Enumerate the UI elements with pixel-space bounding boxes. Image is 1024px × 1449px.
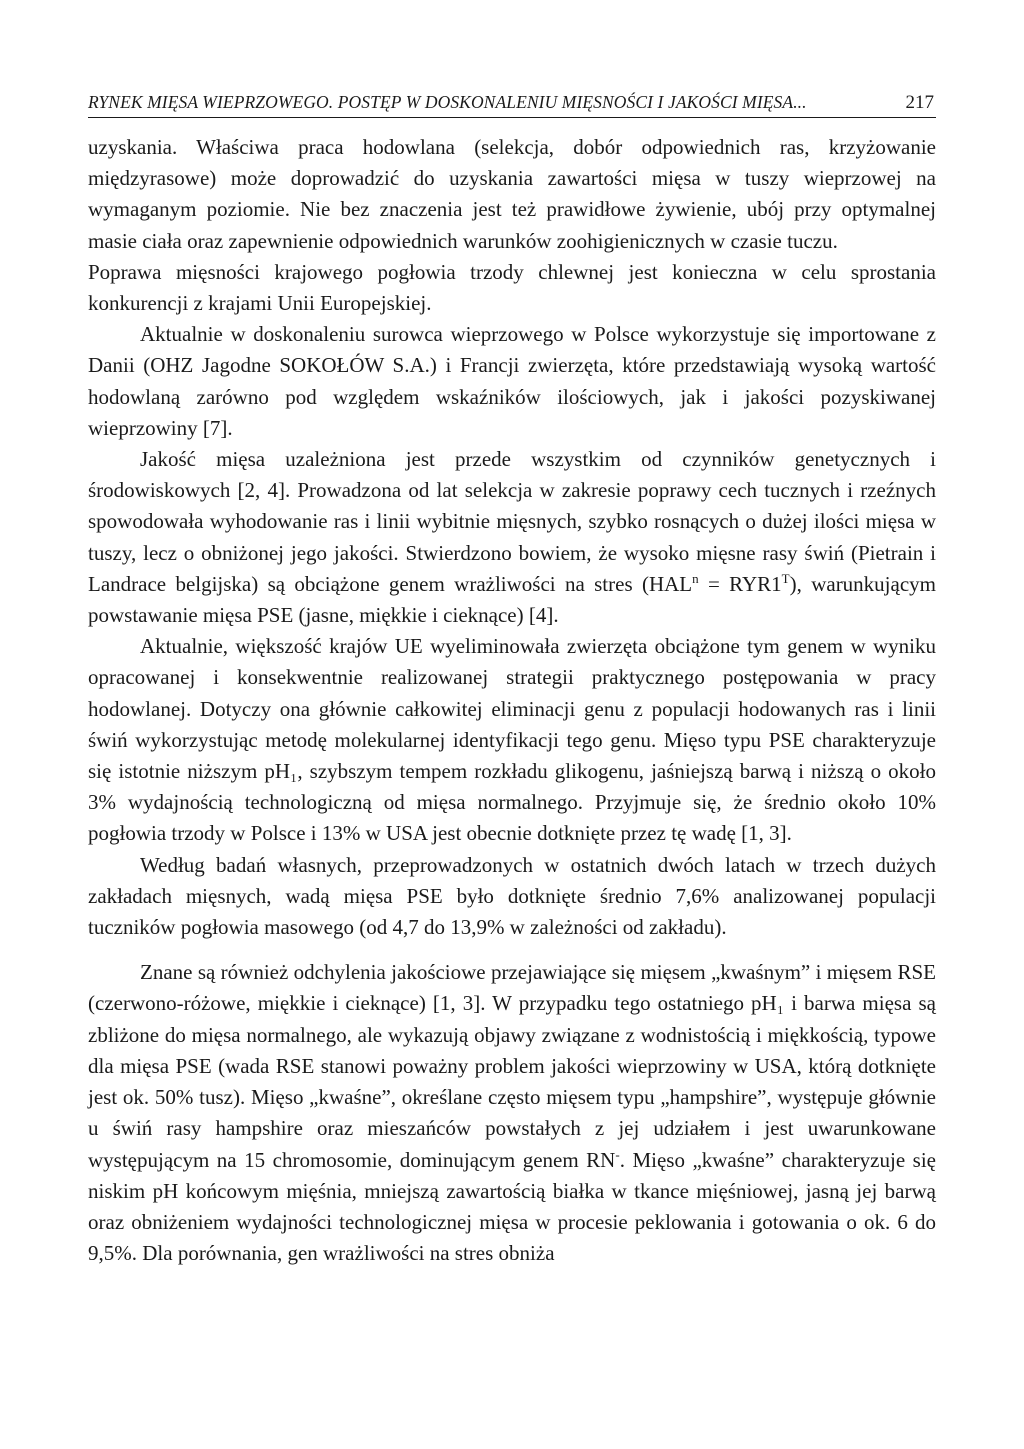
body-text xyxy=(88,132,936,1269)
header-title: RYNEK MIĘSA WIEPRZOWEGO. POSTĘP W DOSKONALENIU MIĘSNOŚCI I JAKOŚCI MIĘSA... xyxy=(88,92,807,112)
page xyxy=(88,92,936,1269)
superscript-n: n xyxy=(692,570,699,586)
superscript-minus: - xyxy=(615,1146,620,1162)
running-header xyxy=(88,92,936,118)
paragraph-7 xyxy=(88,957,936,1269)
superscript-t: T xyxy=(781,570,790,586)
paragraph-3: Aktualnie w doskonaleniu surowca wieprzowego w Polsce wykorzystuje się importowane z Danii (OHZ Jagodne SOKOŁÓW S.A.) i Francji zwierzęta, które przedstawiają wysoką wartość hodowlaną zarówno pod względem wskaźników ilościowych, jak i jakości pozyskiwanej wieprzowiny [7]. xyxy=(88,322,936,440)
paragraph-4-part-2: = RYR1 xyxy=(698,571,782,596)
paragraph-7-part-2: . Mięso „kwaśne” charakteryzuje się niskim pH końcowym mięśnia, mniejszą zawartością białka w tkance mięśniowej, jasną jej barwą oraz obniżeniem wydajności technologicznej mięsa w procesie peklowania i gotowania o ok. 6 do 9,5%. Dla porównania, gen wrażliwości na stres obniża xyxy=(88,1147,936,1266)
paragraph-1: uzyskania. Właściwa praca hodowlana (selekcja, dobór odpowiednich ras, krzyżowanie międzyrasowe) może doprowadzić do uzyskania zawartości mięsa w tuszy wieprzowej na wymaganym poziomie. Nie bez znaczenia jest też prawidłowe żywienie, ubój przy optymalnej masie ciała oraz zapewnienie odpowiednich warunków zoohigienicznych w czasie tuczu. xyxy=(88,135,936,253)
page-number: 217 xyxy=(905,92,934,113)
paragraph-4-part-3: ), warunkującym powstawanie mięsa PSE (jasne, miękkie i cieknące) [4]. xyxy=(88,571,936,628)
paragraph-5: Aktualnie, większość krajów UE wyeliminowała zwierzęta obciążone tym genem w wyniku opracowanej i konsekwentnie realizowanej strategii praktycznego postępowania w pracy hodowlanej. Dotyczy ona głównie całkowitej eliminacji genu z populacji hodowanych ras i linii świń wykorzystując metodę molekularnej identyfikacji tego genu. Mięso typu PSE charakteryzuje się istotnie niższym pH₁, szybszym tempem rozkładu glikogenu, jaśniejszą barwą i niższą o około 3% wydajnością technologiczną od mięsa normalnego. Przyjmuje się, że średnio około 10% pogłowia trzody w Polsce i 13% w USA jest obecnie dotknięte przez tę wadę [1, 3]. xyxy=(88,634,936,846)
paragraph-7-part-1: Znane są również odchylenia jakościowe przejawiające się mięsem „kwaśnym” i mięsem RSE (czerwono-różowe, miękkie i cieknące) [1, 3]. W przypadku tego ostatniego pH₁ i barwa mięsa są zbliżone do mięsa normalnego, ale wykazują objawy związane z wodnistością i miękkością, typowe dla mięsa PSE (wada RSE stanowi poważny problem jakości wieprzowiny w USA, którą dotknięte jest ok. 50% tusz). Mięso „kwaśne”, określane często mięsem typu „hampshire”, występuje głównie u świń rasy hampshire oraz mieszańców powstałych z jej udziałem i jest uwarunkowane występującym na 15 chromosomie, dominującym genem RN xyxy=(88,960,936,1172)
paragraph-2: Poprawa mięsności krajowego pogłowia trzody chlewnej jest konieczna w celu sprostania konkurencji z krajami Unii Europejskiej. xyxy=(88,259,936,316)
paragraph-6: Według badań własnych, przeprowadzonych w ostatnich dwóch latach w trzech dużych zakładach mięsnych, wadą mięsa PSE było dotknięte średnio 7,6% analizowanej populacji tuczników pogłowia masowego (od 4,7 do 13,9% w zależności od zakładu). xyxy=(88,852,936,940)
paragraph-4 xyxy=(88,444,936,631)
paragraph-4-part-1: Jakość mięsa uzależniona jest przede wszystkim od czynników genetycznych i środowiskowych [2, 4]. Prowadzona od lat selekcja w zakresie poprawy cech tucznych i rzeźnych spowodowała wyhodowanie ras i linii wybitnie mięsnych, szybko rosnących o dużej ilości mięsa w tuszy, lecz o obniżonej jego jakości. Stwierdzono bowiem, że wysoko mięsne rasy świń (Pietrain i Landrace belgijska) są obciążone genem wrażliwości na stres (HAL xyxy=(88,447,936,596)
